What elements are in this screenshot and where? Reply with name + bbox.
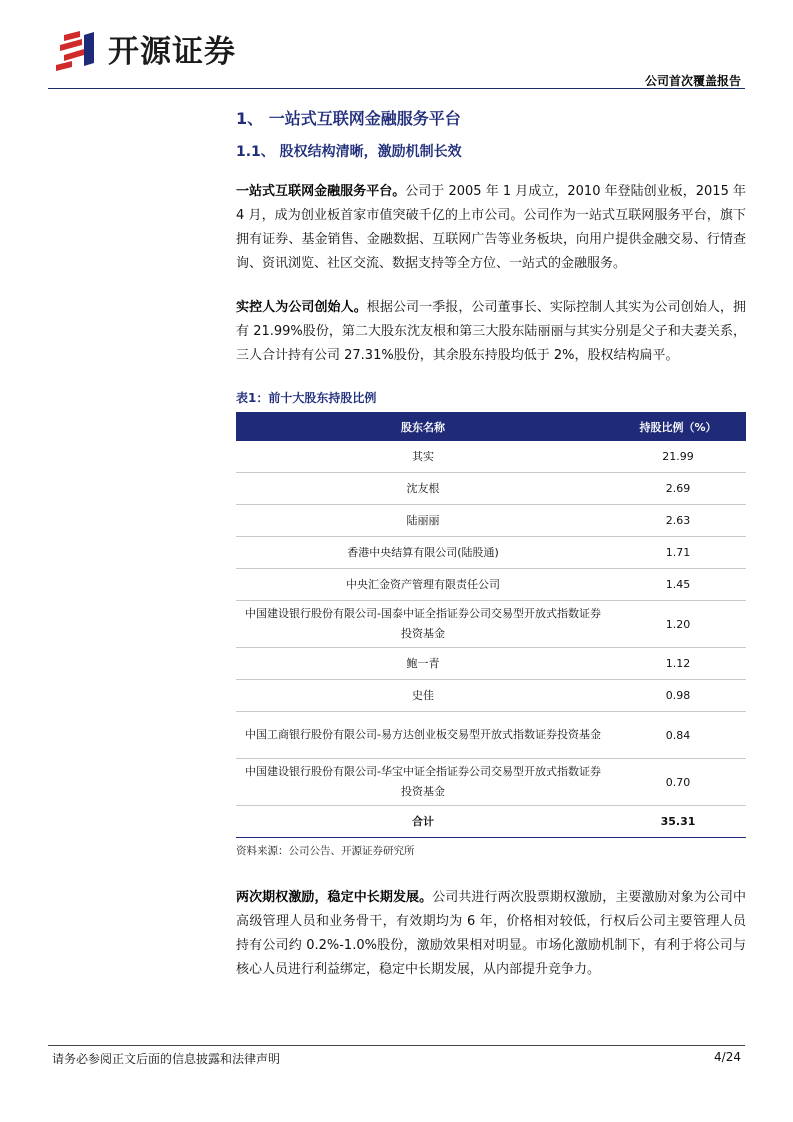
- table-caption: 表1：前十大股东持股比例: [236, 391, 377, 405]
- holder-pct: 2.69: [610, 473, 746, 505]
- holder-name: 鲍一青: [236, 648, 610, 680]
- holder-name: 沈友根: [236, 473, 610, 505]
- table-row: [236, 680, 746, 712]
- table-row: [236, 569, 746, 601]
- holder-pct: 1.45: [610, 569, 746, 601]
- brand-logo: [50, 22, 236, 74]
- paragraph-lead: 两次期权激励，稳定中长期发展。: [236, 890, 433, 905]
- holder-name: 中国建设银行股份有限公司-国泰中证全指证券公司交易型开放式指数证券投资基金: [236, 601, 610, 648]
- holder-name: 中国建设银行股份有限公司-华宝中证全指证券公司交易型开放式指数证券投资基金: [236, 759, 610, 806]
- holder-pct: 0.70: [610, 759, 746, 806]
- total-pct: 35.31: [610, 806, 746, 838]
- holder-name: 陆丽丽: [236, 505, 610, 537]
- table-row: [236, 648, 746, 680]
- section-heading: 1、 一站式互联网金融服务平台: [236, 109, 461, 128]
- holder-pct: 1.71: [610, 537, 746, 569]
- holder-pct: 21.99: [610, 441, 746, 473]
- paragraph-body: 根据公司一季报，公司董事长、实际控制人其实为公司创始人，拥有 21.99%股份，第二大股东沈友根和第三大股东陆丽丽与其实分别是父子和夫妻关系，三人合计持有公司 27.31%股份，其余股东持股均低于 2%，股权结构扁平。: [236, 300, 746, 363]
- subsection-heading: 1.1、 股权结构清晰，激励机制长效: [236, 144, 462, 160]
- paragraph-lead: 实控人为公司创始人。: [236, 300, 367, 315]
- paragraph-platform: [236, 180, 746, 276]
- holder-name: 中国工商银行股份有限公司-易方达创业板交易型开放式指数证券投资基金: [236, 712, 610, 759]
- header-divider: [48, 88, 745, 89]
- table-row: [236, 505, 746, 537]
- holder-name: 香港中央结算有限公司(陆股通): [236, 537, 610, 569]
- holder-pct: 2.63: [610, 505, 746, 537]
- paragraph-lead: 一站式互联网金融服务平台。: [236, 184, 406, 199]
- table-row: [236, 537, 746, 569]
- holder-pct: 0.98: [610, 680, 746, 712]
- table-row: [236, 473, 746, 505]
- paragraph-incentive: [236, 886, 746, 982]
- paragraph-controller: [236, 296, 746, 368]
- holder-pct: 1.20: [610, 601, 746, 648]
- column-header-name: 股东名称: [236, 412, 610, 441]
- table-row: [236, 759, 746, 806]
- paragraph-body: 公司共进行两次股票期权激励，主要激励对象为公司中高级管理人员和业务骨干，有效期均为 6 年，价格相对较低，行权后公司主要管理人员持有公司约 0.2%-1.0%股份，激励效果相对明显。市场化激励机制下，有利于将公司与核心人员进行利益绑定，稳定中长期发展，从内部提升竞争力。: [236, 890, 746, 977]
- table-header-row: [236, 412, 746, 441]
- main-content: [236, 104, 746, 982]
- table-row: [236, 601, 746, 648]
- holder-name: 其实: [236, 441, 610, 473]
- total-label: 合计: [236, 806, 610, 838]
- holder-pct: 1.12: [610, 648, 746, 680]
- table-row: [236, 441, 746, 473]
- holder-name: 中央汇金资产管理有限责任公司: [236, 569, 610, 601]
- table-source-note: 资料来源：公司公告、开源证券研究所: [236, 845, 415, 857]
- shareholders-table: [236, 412, 746, 838]
- report-type-label: 公司首次覆盖报告: [644, 74, 741, 88]
- footer-divider: [48, 1045, 745, 1046]
- footer-disclaimer: 请务必参阅正文后面的信息披露和法律声明: [52, 1052, 281, 1066]
- column-header-pct: 持股比例（%）: [610, 412, 746, 441]
- logo-text: 开源证券: [108, 33, 236, 70]
- table-total-row: [236, 806, 746, 838]
- paragraph-body: 公司于 2005 年 1 月成立，2010 年登陆创业板，2015 年 4 月，成为创业板首家市值突破千亿的上市公司。公司作为一站式互联网服务平台，旗下拥有证券、基金销售、金融数据、互联网广告等业务板块，向用户提供金融交易、行情查询、资讯浏览、社区交流、数据支持等全方位、一站式的金融服务。: [236, 184, 746, 271]
- page-number: 4/24: [714, 1050, 741, 1064]
- table-row: [236, 712, 746, 759]
- holder-pct: 0.84: [610, 712, 746, 759]
- logo-mark-icon: [50, 25, 102, 71]
- holder-name: 史佳: [236, 680, 610, 712]
